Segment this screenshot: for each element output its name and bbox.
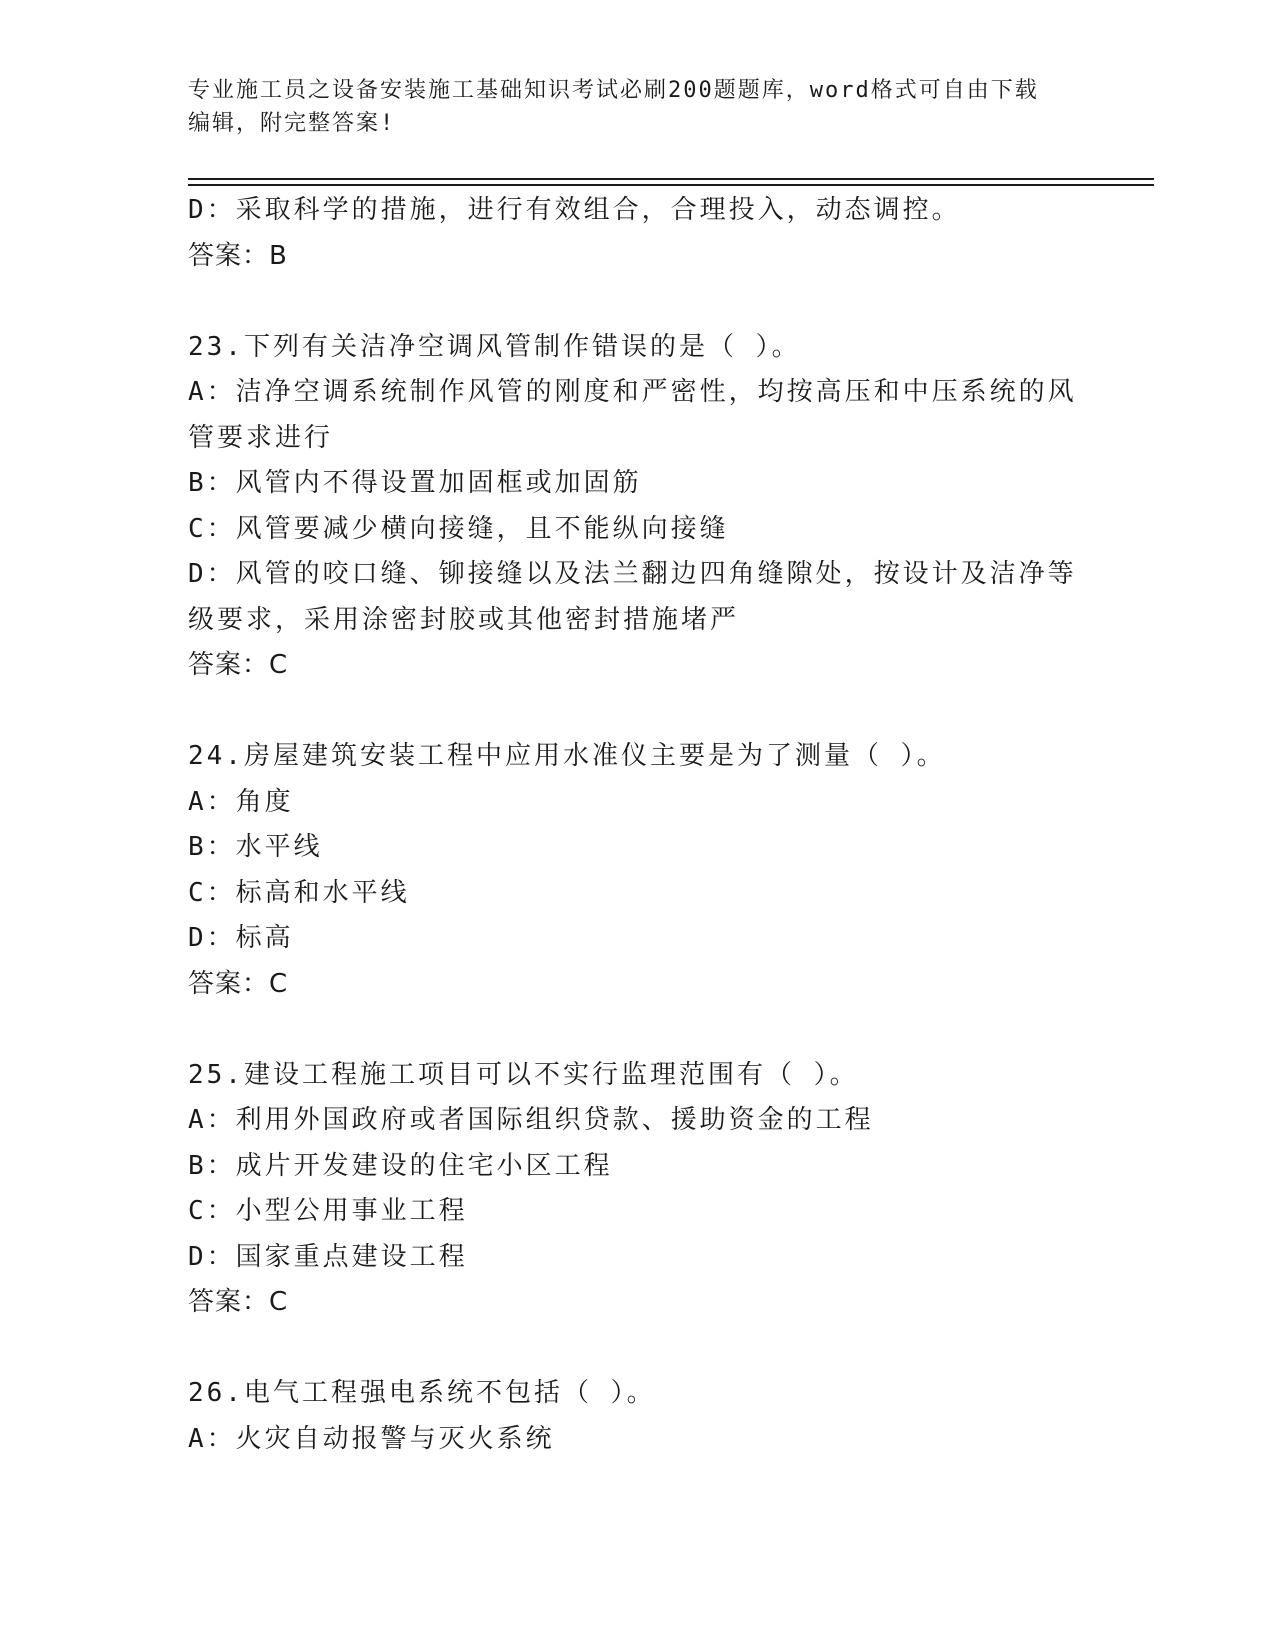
header-title-line-2: 编辑，附完整答案! (188, 111, 396, 136)
option-a: A：火灾自动报警与灭火系统 (188, 1423, 555, 1454)
option-a-continued: 管要求进行 (188, 422, 334, 453)
page-header (188, 74, 1088, 140)
spacer (188, 689, 1088, 735)
option-d: D：采取科学的措施，进行有效组合，合理投入，动态调控。 (188, 195, 961, 225)
option-c: C：标高和水平线 (188, 877, 410, 908)
option-d: D：国家重点建设工程 (188, 1241, 468, 1272)
question-23 (188, 325, 1088, 689)
question-24 (188, 734, 1088, 1007)
question-content (188, 188, 1088, 1462)
question-stem: 23.下列有关洁净空调风管制作错误的是（ ）。 (188, 331, 801, 362)
option-c: C：风管要减少横向接缝，且不能纵向接缝 (188, 513, 729, 544)
spacer (188, 1007, 1088, 1053)
question-stem: 25.建设工程施工项目可以不实行监理范围有（ ）。 (188, 1059, 859, 1090)
question-26 (188, 1371, 1088, 1462)
option-d: D：风管的咬口缝、铆接缝以及法兰翻边四角缝隙处，按设计及洁净等 (188, 559, 1077, 589)
header-divider-top (188, 178, 1154, 180)
header-divider-bottom (188, 184, 1154, 186)
question-stem: 26.电气工程强电系统不包括（ ）。 (188, 1378, 656, 1408)
option-d-continued: 级要求，采用涂密封胶或其他密封措施堵严 (188, 604, 740, 635)
option-b: B：成片开发建设的住宅小区工程 (188, 1150, 613, 1181)
option-c: C：小型公用事业工程 (188, 1196, 468, 1226)
option-a: A：洁净空调系统制作风管的刚度和严密性，均按高压和中压系统的风 (188, 377, 1077, 407)
option-b: B：风管内不得设置加固框或加固筋 (188, 468, 642, 498)
option-a: A：利用外国政府或者国际组织贷款、援助资金的工程 (188, 1105, 874, 1135)
option-d: D：标高 (188, 923, 294, 953)
answer-line: 答案：C (188, 1287, 289, 1317)
option-a: A：角度 (188, 786, 294, 817)
header-title-line-1: 专业施工员之设备安装施工基础知识考试必刷200题题库，word格式可自由下载 (188, 78, 1039, 103)
answer-line: 答案：B (188, 240, 288, 271)
spacer (188, 1326, 1088, 1372)
question-stem: 24.房屋建筑安装工程中应用水准仪主要是为了测量（ ）。 (188, 741, 946, 771)
answer-line: 答案：C (188, 968, 289, 999)
spacer (188, 279, 1088, 325)
option-b: B：水平线 (188, 832, 323, 862)
question-25 (188, 1053, 1088, 1326)
answer-line: 答案：C (188, 650, 289, 680)
